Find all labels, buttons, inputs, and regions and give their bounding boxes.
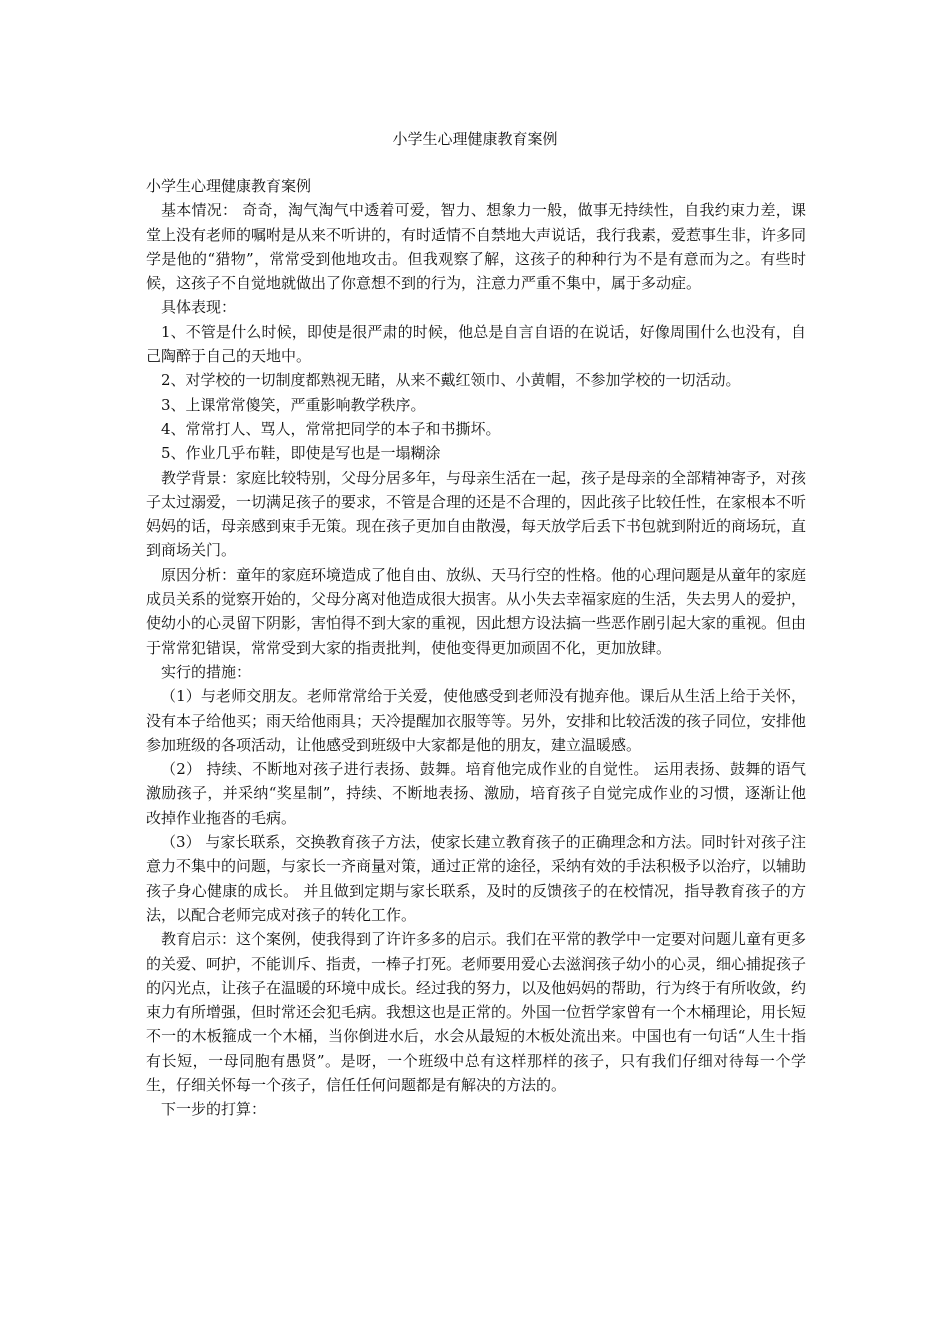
paragraph-measure-3: （3） 与家长联系，交换教育孩子方法，使家长建立教育孩子的正确理念和方法。同时针对孩子注意力不集中的问题，与家长一齐商量对策，通过正常的途径，采纳有效的手法积极予以治疗，以辅助孩子身心健康的成长。 并且做到定期与家长联系，及时的反馈孩子的在校情况，指导教育孩子的方法，以配合老师完成对孩子的转化工作。 [146,833,807,924]
paragraph-next-steps: 下一步的打算： [161,1100,267,1119]
paragraph-symptom-4: 4、常常打人、骂人，常常把同学的本子和书撕坏。 [161,419,501,438]
paragraph-background: 教学背景：家庭比较特别，父母分居多年，与母亲生活在一起，孩子是母亲的全部精神寄予，对孩子太过溺爱，一切满足孩子的要求，不管是合理的还是不合理的，因此孩子比较任性，在家根本不听妈妈的话，母亲感到束手无策。现在孩子更加自由散漫，每天放学后丢下书包就到附近的商场玩，直到商场关门。 [146,468,807,560]
paragraph-measure-2: （2） 持续、不断地对孩子进行表扬、鼓舞。培育他完成作业的自觉性。 运用表扬、鼓舞的语气激励孩子，并采纳“奖星制”，持续、不断地表扬、激励，培育孩子自觉完成作业的习惯，逐渐让他改掉作业拖沓的毛病。 [146,760,806,827]
paragraph-symptom-2: 2、对学校的一切制度都熟视无睹，从来不戴红领巾、小黄帽，不参加学校的一切活动。 [161,371,741,390]
document-body [146,174,806,1122]
paragraph-basic-situation: 基本情况： 奇奇，淘气淘气中透着可爱，智力、想象力一般，做事无持续性，自我约束力差，课堂上没有老师的嘱咐是从来不听讲的，有时适情不自禁地大声说话，我行我素，爱惹事生非，许多同学是他的“猎物”，常常受到他地攻击。但我观察了解，这孩子的种种行为不是有意而为之。有些时候，这孩子不自觉地就做出了你意想不到的行为，注意力严重不集中，属于多动症。 [146,201,807,293]
paragraph-education-insight: 教育启示：这个案例，使我得到了许许多多的启示。我们在平常的教学中一定要对问题儿童有更多的关爱、呵护，不能训斥、指责，一棒子打死。老师要用爱心去滋润孩子幼小的心灵，细心捕捉孩子的闪光点，让孩子在温暖的环境中成长。经过我的努力，以及他妈妈的帮助，行为终于有所收敛，约束力有所增强，但时常还会犯毛病。我想这也是正常的。外国一位哲学家曾有一个木桶理论，用长短不一的木板箍成一个木桶，当你倒进水后，水会从最短的木板处流出来。中国也有一句话“人生十指有长短，一母同胞有愚贤”。是呀，一个班级中总有这样那样的孩子，只有我们仔细对待每一个学生，仔细关怀每一个孩子，信任任何问题都是有解决的方法的。 [146,930,807,1094]
paragraph-symptom-3: 3、上课常常傻笑，严重影响教学秩序。 [161,395,426,414]
paragraph-symptoms-heading: 具体表现： [161,298,237,317]
paragraph-measure-1: （1）与老师交朋友。老师常常给于关爱，使他感受到老师没有抛弃他。课后从生活上给于关怀，没有本子给他买；雨天给他雨具；天冷提醒加衣服等等。另外，安排和比较活泼的孩子同位，安排他参加班级的各项活动，让他感受到班级中大家都是他的朋友，建立温暖感。 [146,687,807,754]
document-heading: 小学生心理健康教育案例 [146,177,312,195]
paragraph-cause-analysis: 原因分析：童年的家庭环境造成了他自由、放纵、天马行空的性格。他的心理问题是从童年的家庭成员关系的觉察开始的，父母分离对他造成很大损害。从小失去幸福家庭的生活，失去男人的爱护，使幼小的心灵留下阴影，害怕得不到大家的重视，因此想方设法搞一些恶作剧引起大家的重视。但由于常常犯错误，常常受到大家的指责批判，使他变得更加顽固不化，更加放肆。 [146,565,807,657]
paragraph-symptom-1: 1、不管是什么时候，即使是很严肃的时候，他总是自言自语的在说话，好像周围什么也没有，自己陶醉于自己的天地中。 [146,322,806,366]
paragraph-symptom-5: 5、作业几乎布鞋，即使是写也是一塌糊涂 [161,444,441,463]
paragraph-measures-heading: 实行的措施： [161,662,252,681]
document-title: 小学生心理健康教育案例 [392,130,558,148]
